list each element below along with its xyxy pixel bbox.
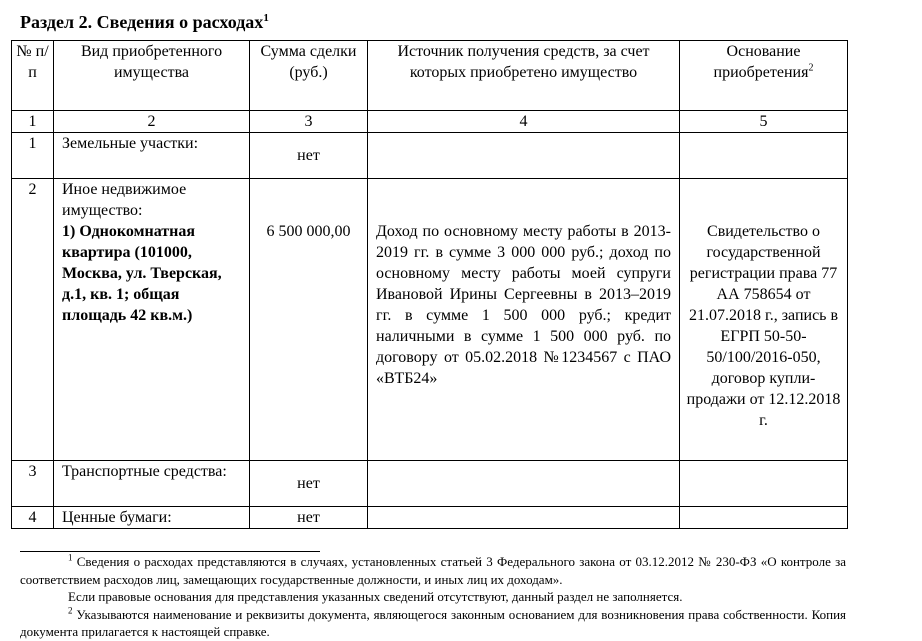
row-basis (680, 507, 848, 529)
row-type-cell (54, 179, 250, 461)
row-sum: нет (250, 133, 368, 179)
row-source (368, 133, 680, 179)
row-num: 1 (12, 133, 54, 179)
row-type: Транспортные средства: (54, 461, 250, 507)
footnote-separator (20, 551, 320, 552)
table-row (12, 133, 848, 179)
header-basis-footnote-mark: 2 (808, 62, 814, 74)
footnotes (20, 553, 846, 641)
row-type: Иное недвижимое имущество: (62, 181, 187, 219)
expenses-table (11, 40, 848, 529)
column-number: 2 (54, 111, 250, 133)
row-num: 3 (12, 461, 54, 507)
column-number: 3 (250, 111, 368, 133)
table-header-row (12, 41, 848, 111)
row-source (368, 507, 680, 529)
table-row (12, 507, 848, 529)
row-type: Земельные участки: (54, 133, 250, 179)
row-source (368, 461, 680, 507)
section-title (20, 12, 269, 33)
row-basis (680, 133, 848, 179)
row-num: 4 (12, 507, 54, 529)
footnote-1-mark: 1 (68, 552, 73, 563)
header-source: Источник получения средств, за счет которых приобретено имущество (368, 41, 680, 111)
title-footnote-mark: 1 (263, 12, 269, 24)
footnote-2-mark: 2 (68, 605, 73, 616)
header-basis (680, 41, 848, 111)
row-basis: Свидетельство о государственной регистрации права 77 АА 758654 от 21.07.2018 г., запись в ЕГРП 50-50-50/100/2016-050, договор купли-продажи от 12.12.2018 г. (680, 179, 848, 461)
footnote-2-text: Указываются наименование и реквизиты документа, являющегося законным основанием для возникновения права собственности. Копия документа прилагается к настоящей справке. (20, 606, 847, 639)
table-row (12, 461, 848, 507)
footnote-2 (20, 606, 846, 641)
row-type-detail: 1) Однокомнатная квартира (101000, Москва, ул. Тверская, д.1, кв. 1; общая площадь 42 кв.м.) (62, 223, 222, 324)
row-type: Ценные бумаги: (54, 507, 250, 529)
header-basis-text: Основание приобретения (713, 43, 809, 81)
row-sum: 6 500 000,00 (250, 179, 368, 461)
section-title-text: Раздел 2. Сведения о расходах (20, 12, 264, 32)
header-type: Вид приобретенного имущества (54, 41, 250, 111)
header-num: № п/п (12, 41, 54, 111)
row-source: Доход по основному месту работы в 2013-2019 гг. в сумме 3 000 000 руб.; доход по основному месту работы моей супруги Ивановой Ирины Сергеевны в 2013–2019 гг. в сумме 1 500 000 руб.; кредит наличными в сумме 1 500 000 руб. по договору от 05.02.2018 №1234567 с ПАО «ВТБ24» (368, 179, 680, 461)
row-sum: нет (250, 461, 368, 507)
footnote-1-extra: Если правовые основания для представления указанных сведений отсутствуют, данный раздел не заполняется. (68, 589, 683, 604)
header-sum: Сумма сделки (руб.) (250, 41, 368, 111)
footnote-1 (20, 553, 846, 588)
column-number-row (12, 111, 848, 133)
row-num: 2 (12, 179, 54, 461)
column-number: 5 (680, 111, 848, 133)
footnote-1-text: Сведения о расходах представляются в случаях, установленных статьей 3 Федерального закона от 03.12.2012 № 230-ФЗ «О контроле за соответствием расходов лиц, замещающих государственные должности, и иных лиц их доходам». (20, 554, 846, 587)
table-row (12, 179, 848, 461)
column-number: 4 (368, 111, 680, 133)
row-basis (680, 461, 848, 507)
row-sum: нет (250, 507, 368, 529)
column-number: 1 (12, 111, 54, 133)
